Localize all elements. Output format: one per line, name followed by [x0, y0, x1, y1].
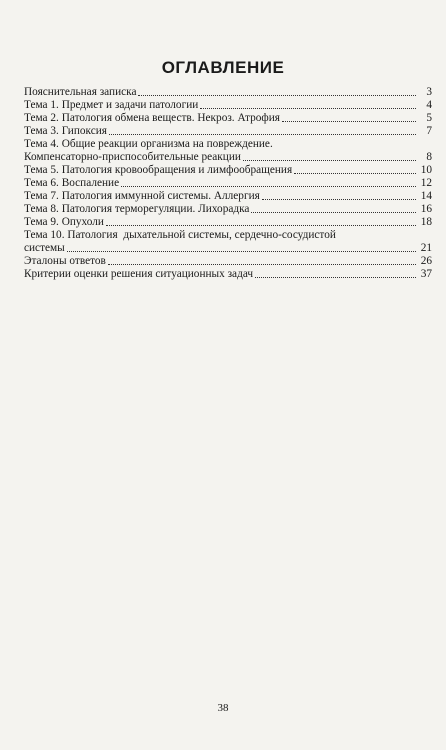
toc-entry-label-line1: Тема 4. Общие реакции организма на повреждение.: [24, 138, 273, 150]
toc-entry-label: Тема 6. Воспаление: [24, 177, 120, 189]
toc-leader-dots: [294, 173, 416, 174]
toc-entry-page: 4: [426, 99, 432, 111]
toc-entry-label: Тема 8. Патология терморегуляции. Лихорадка: [24, 203, 250, 215]
toc-leader-dots: [243, 160, 416, 161]
toc-entry: [24, 112, 432, 125]
toc-leader-dots: [106, 225, 416, 226]
toc-entry-label: системы: [24, 242, 65, 254]
toc-entry-page: 14: [420, 190, 432, 202]
toc-entry-label: Эталоны ответов: [24, 255, 106, 267]
toc-entry-page: 10: [420, 164, 432, 176]
toc-entry: [24, 125, 432, 138]
toc-entry-label: Пояснительная записка: [24, 86, 137, 98]
toc-leader-dots: [200, 108, 416, 109]
toc-entry: [24, 190, 432, 203]
page-number: 38: [217, 702, 229, 714]
toc-leader-dots: [262, 199, 416, 200]
toc-entry-label: Компенсаторно-приспособительные реакции: [24, 151, 241, 163]
toc-entry-label: Тема 5. Патология кровообращения и лимфообращения: [24, 164, 293, 176]
toc-entry-label: Тема 9. Опухоли: [24, 216, 104, 228]
toc-entry: [24, 255, 432, 268]
toc-entry-label: Тема 3. Гипоксия: [24, 125, 107, 137]
toc-leader-dots: [282, 121, 416, 122]
toc-leader-dots: [251, 212, 416, 213]
toc-entry: [24, 229, 432, 255]
toc-entry-label: Критерии оценки решения ситуационных задач: [24, 268, 254, 280]
toc-leader-dots: [255, 277, 416, 278]
toc-entry-page: 8: [426, 151, 432, 163]
toc-leader-dots: [121, 186, 416, 187]
toc-entry-label: Тема 1. Предмет и задачи патологии: [24, 99, 199, 111]
toc-entry: [24, 164, 432, 177]
toc-entry: [24, 216, 432, 229]
toc-entry-page: 21: [420, 242, 432, 254]
toc-entry-page: 3: [426, 86, 432, 98]
toc-leader-dots: [108, 264, 416, 265]
toc-entry: [24, 177, 432, 190]
toc-entry-label: Тема 7. Патология иммунной системы. Аллергия: [24, 190, 260, 202]
toc-entry-page: 16: [420, 203, 432, 215]
toc-entry: [24, 138, 432, 164]
toc-entry-page: 7: [426, 125, 432, 137]
toc-leader-dots: [67, 251, 416, 252]
table-of-contents: [24, 86, 432, 281]
toc-leader-dots: [109, 134, 416, 135]
toc-leader-dots: [138, 95, 416, 96]
toc-entry-page: 26: [420, 255, 432, 267]
toc-entry-page: 18: [420, 216, 432, 228]
toc-entry: [24, 86, 432, 99]
page-title: ОГЛАВЛЕНИЕ: [161, 58, 285, 77]
toc-entry-label: Тема 2. Патология обмена веществ. Некроз. Атрофия: [24, 112, 280, 124]
toc-entry: [24, 99, 432, 112]
toc-entry-page: 5: [426, 112, 432, 124]
toc-entry-label-line1: Тема 10. Патология дыхательной системы, сердечно-сосудистой: [24, 229, 336, 241]
toc-entry: [24, 203, 432, 216]
toc-entry-page: 37: [420, 268, 432, 280]
toc-entry-page: 12: [420, 177, 432, 189]
toc-entry: [24, 268, 432, 281]
